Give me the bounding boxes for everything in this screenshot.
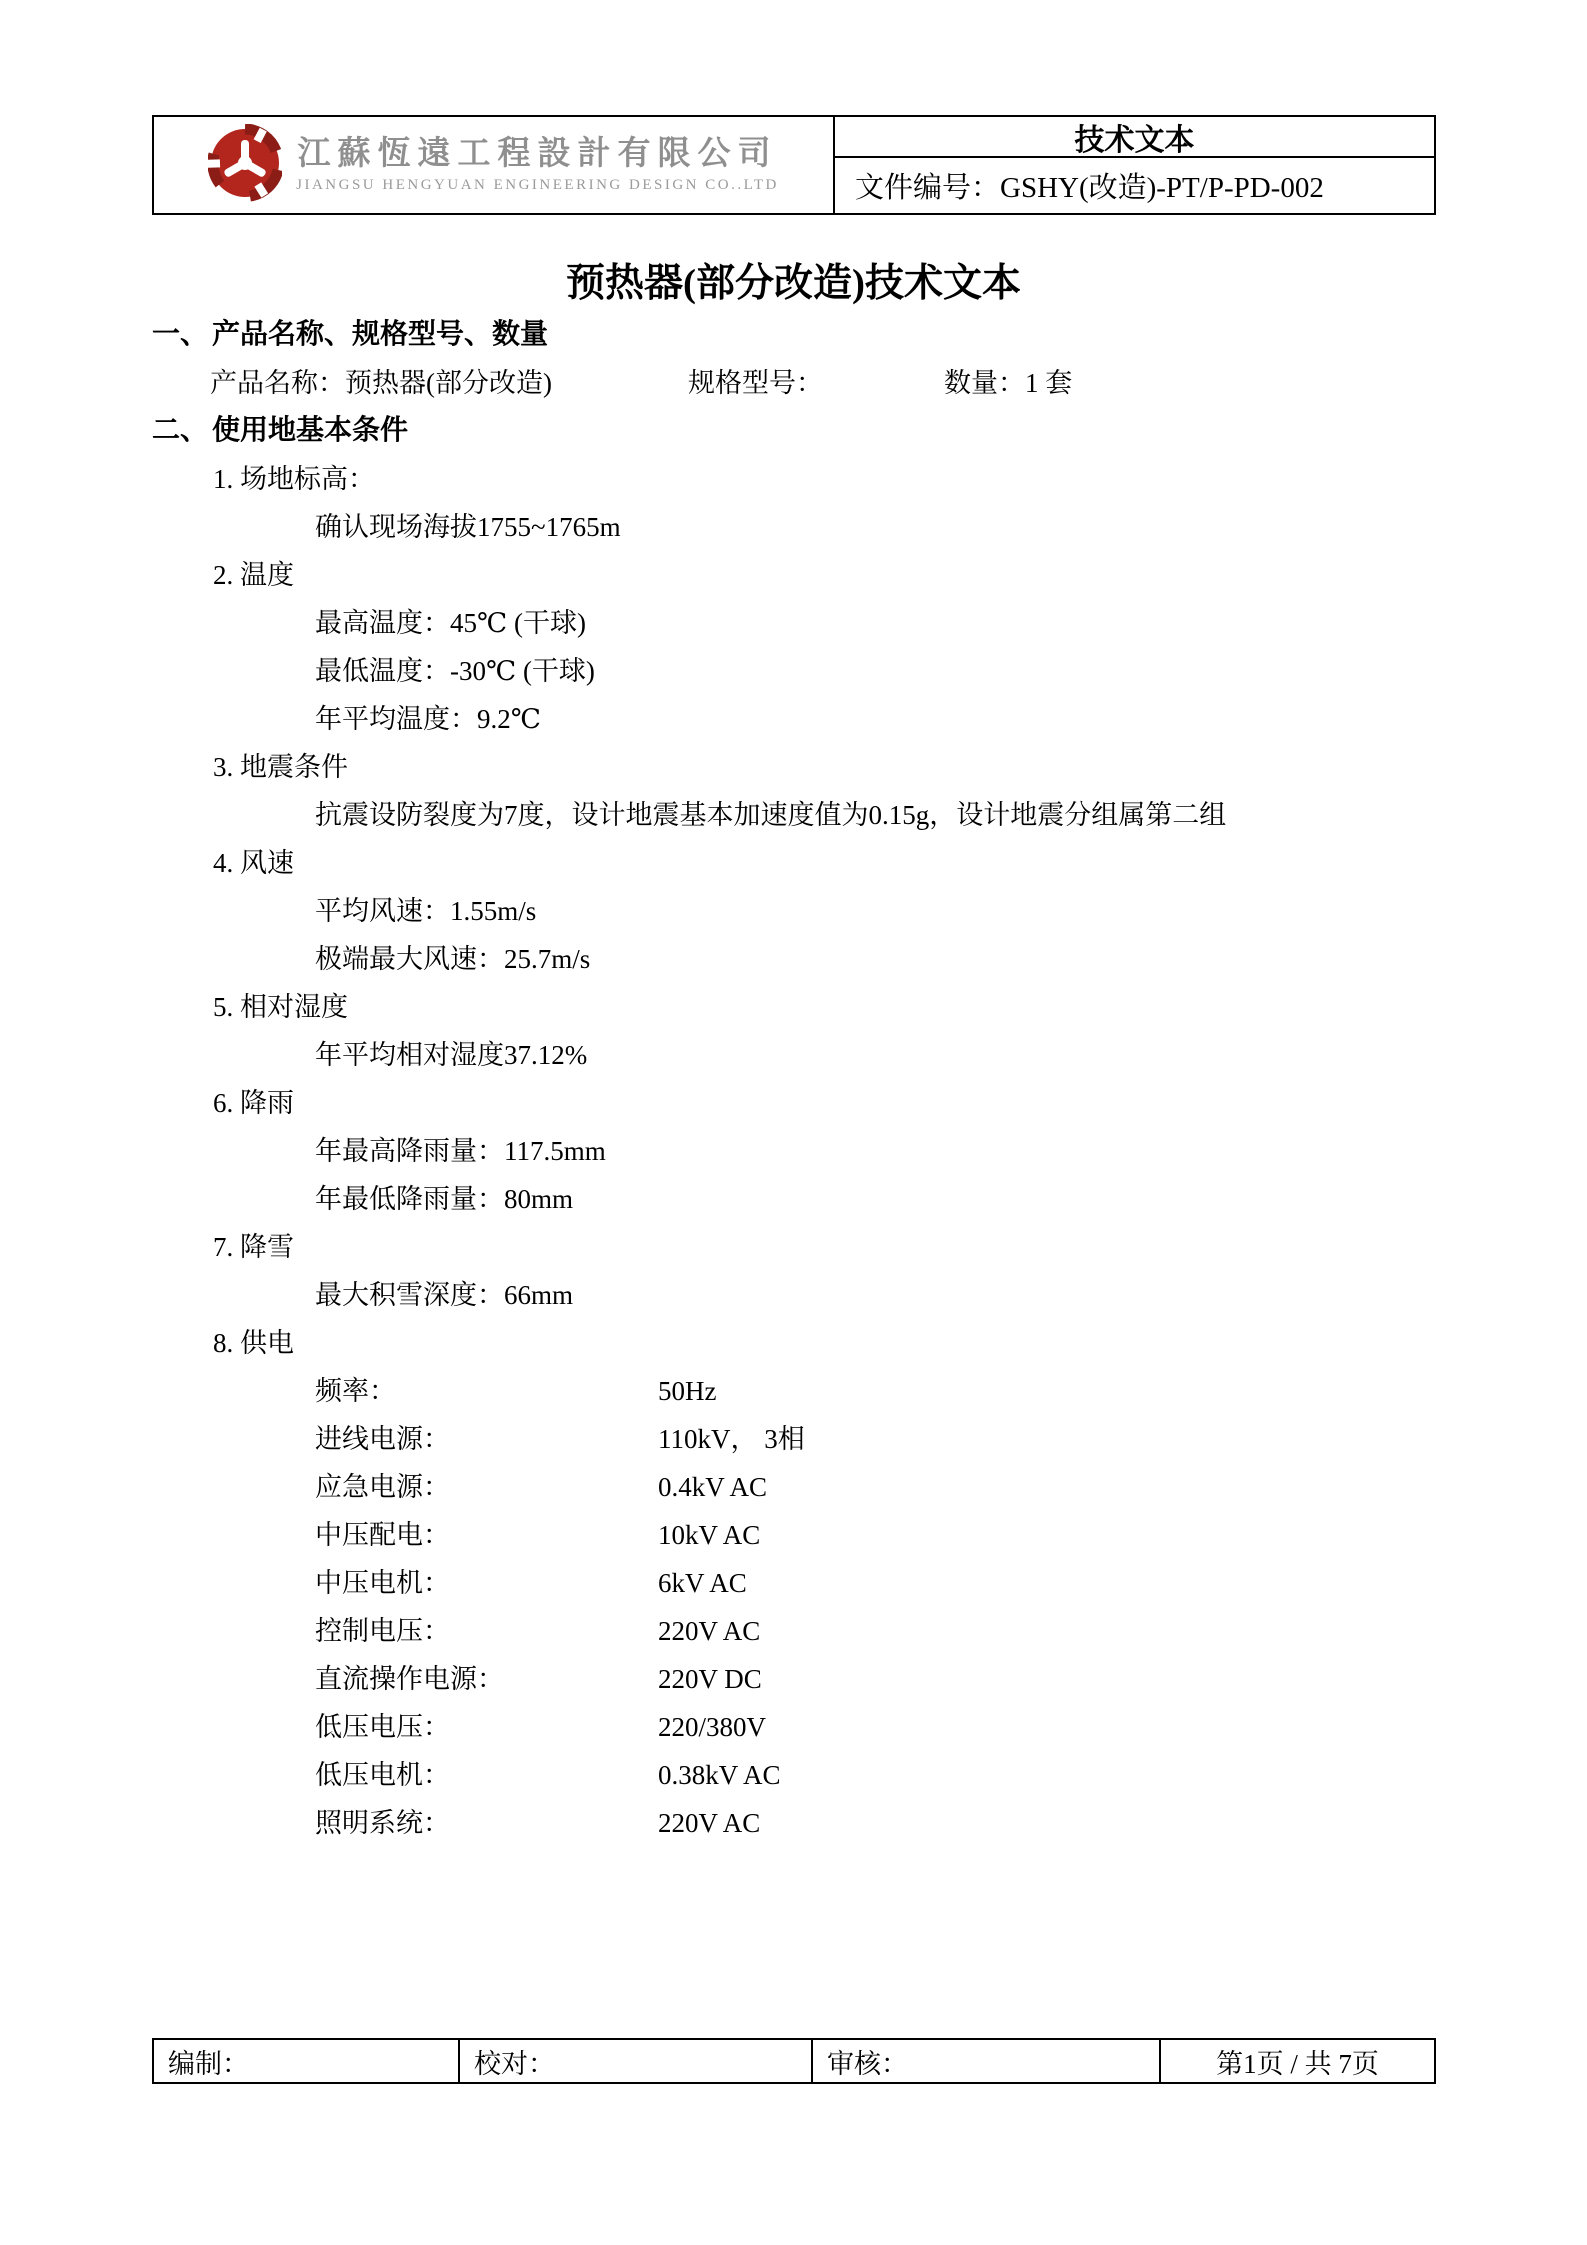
list-detail: 最大积雪深度：66mm bbox=[315, 1280, 574, 1310]
power-spec-row bbox=[0, 1655, 1587, 1703]
company-name-block bbox=[296, 136, 779, 194]
list-item: 7. 降雪 bbox=[213, 1232, 294, 1262]
header-right-cell bbox=[835, 117, 1434, 213]
list-detail: 极端最大风速：25.7m/s bbox=[315, 944, 591, 974]
list-detail: 最低温度：-30℃ (干球) bbox=[315, 656, 595, 686]
list-detail: 年平均温度：9.2℃ bbox=[315, 704, 541, 734]
spec-value: 0.38kV AC bbox=[658, 1760, 781, 1790]
list-detail: 年平均相对湿度37.12% bbox=[315, 1040, 588, 1070]
spec-label: 直流操作电源： bbox=[315, 1664, 504, 1694]
list-item: 8. 供电 bbox=[213, 1328, 294, 1358]
power-spec-row bbox=[0, 1463, 1587, 1511]
company-logo-cell bbox=[154, 117, 835, 213]
list-item: 4. 风速 bbox=[213, 848, 294, 878]
document-body bbox=[0, 311, 1587, 1847]
power-spec-row bbox=[0, 1751, 1587, 1799]
spec-label: 进线电源： bbox=[315, 1424, 450, 1454]
spec-label: 低压电机： bbox=[315, 1760, 450, 1790]
list-detail: 平均风速：1.55m/s bbox=[315, 896, 537, 926]
spec-value: 50Hz bbox=[658, 1376, 717, 1406]
doc-type-title: 技术文本 bbox=[835, 117, 1434, 158]
list-item: 1. 场地标高： bbox=[213, 464, 375, 494]
section-heading-1 bbox=[0, 311, 1587, 359]
spec-value: 220V DC bbox=[658, 1664, 762, 1694]
spec-value: 110kV， 3相 bbox=[658, 1424, 805, 1454]
spec-value: 220V AC bbox=[658, 1808, 761, 1838]
power-spec-row bbox=[0, 1703, 1587, 1751]
spec-value: 220V AC bbox=[658, 1616, 761, 1646]
spec-label: 频率： bbox=[315, 1376, 396, 1406]
spec-label: 中压电机： bbox=[315, 1568, 450, 1598]
company-name-en: JIANGSU HENGYUAN ENGINEERING DESIGN CO..LTD bbox=[296, 176, 779, 193]
power-spec-row bbox=[0, 1799, 1587, 1847]
list-item: 6. 降雨 bbox=[213, 1088, 294, 1118]
quantity: 数量：1 套 bbox=[944, 368, 1073, 398]
power-spec-row bbox=[0, 1607, 1587, 1655]
list-detail: 确认现场海拔1755~1765m bbox=[315, 512, 621, 542]
spec-label: 低压电压： bbox=[315, 1712, 450, 1742]
spec-value: 10kV AC bbox=[658, 1520, 761, 1550]
section-number: 一、 bbox=[152, 319, 209, 350]
section-number: 二、 bbox=[152, 415, 209, 446]
section-title: 产品名称、规格型号、数量 bbox=[212, 319, 549, 350]
footer-page-number: 第1页 / 共 7页 bbox=[1216, 2048, 1379, 2079]
document-header-table bbox=[152, 115, 1436, 215]
footer-compile-cell: 编制： bbox=[154, 2040, 460, 2082]
section-heading-2 bbox=[0, 407, 1587, 455]
footer-proof-cell: 校对： bbox=[460, 2040, 813, 2082]
power-spec-row bbox=[0, 1559, 1587, 1607]
power-spec-row bbox=[0, 1415, 1587, 1463]
spec-value: 0.4kV AC bbox=[658, 1472, 768, 1502]
list-detail: 年最高降雨量：117.5mm bbox=[315, 1136, 606, 1166]
power-spec-row bbox=[0, 1367, 1587, 1415]
spec-value: 6kV AC bbox=[658, 1568, 747, 1598]
section-title: 使用地基本条件 bbox=[212, 415, 409, 446]
list-detail: 最高温度：45℃ (干球) bbox=[315, 608, 586, 638]
power-spec-row bbox=[0, 1511, 1587, 1559]
product-info-row bbox=[0, 359, 1587, 407]
company-name-cn: 江蘇恆遠工程設計有限公司 bbox=[297, 136, 778, 173]
page-title: 预热器(部分改造)技术文本 bbox=[566, 262, 1021, 305]
spec-value: 220/380V bbox=[658, 1712, 766, 1742]
list-item: 2. 温度 bbox=[213, 560, 294, 590]
spec-label: 控制电压： bbox=[315, 1616, 450, 1646]
spec-label: 应急电源： bbox=[315, 1472, 450, 1502]
product-name: 产品名称：预热器(部分改造) bbox=[210, 368, 552, 398]
company-logo-icon bbox=[208, 124, 282, 207]
document-footer-table bbox=[152, 2038, 1436, 2084]
list-item: 3. 地震条件 bbox=[213, 752, 348, 782]
spec-model: 规格型号： bbox=[688, 368, 823, 398]
doc-number: 文件编号：GSHY(改造)-PT/P-PD-002 bbox=[855, 172, 1324, 204]
footer-review-cell: 审核： bbox=[813, 2040, 1161, 2082]
list-detail: 年最低降雨量：80mm bbox=[315, 1184, 574, 1214]
list-item: 5. 相对湿度 bbox=[213, 992, 348, 1022]
spec-label: 中压配电： bbox=[315, 1520, 450, 1550]
list-detail: 抗震设防裂度为7度，设计地震基本加速度值为0.15g，设计地震分组属第二组 bbox=[315, 800, 1227, 830]
spec-label: 照明系统： bbox=[315, 1808, 450, 1838]
